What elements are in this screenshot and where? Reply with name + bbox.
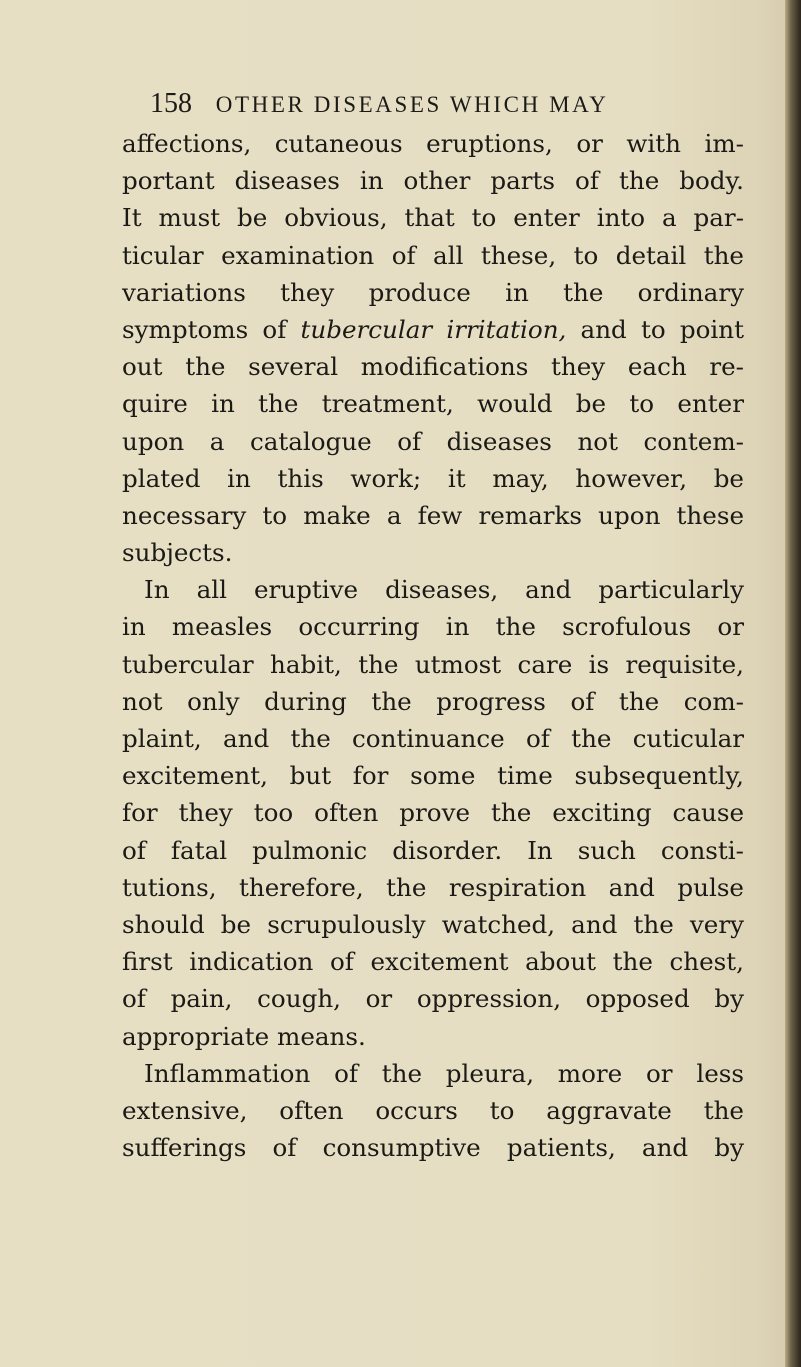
text-segment: and to point	[566, 314, 745, 344]
text-line: variations they produce in the ordinary	[122, 277, 744, 307]
text-line: extensive, often occurs to aggravate the	[122, 1095, 744, 1125]
text-line: of pain, cough, or oppression, opposed by	[122, 984, 744, 1014]
text-line: sufferings of consumptive patients, and by	[122, 1133, 744, 1163]
text-line: Inflammation of the pleura, more or less	[144, 1058, 744, 1088]
text-line: plated in this work; it may, however, be	[122, 463, 744, 493]
text-line: upon a catalogue of diseases not contem-	[122, 426, 744, 456]
text-line	[122, 311, 744, 348]
text-line: subjects.	[122, 538, 233, 568]
page-number: 158	[150, 88, 192, 119]
text-line: affections, cutaneous eruptions, or with im-	[122, 129, 744, 158]
text-line: of fatal pulmonic disorder. In such consti-	[122, 835, 744, 865]
text-line: quire in the treatment, would be to enter	[122, 389, 744, 419]
text-line: ticular examination of all these, to detail the	[122, 240, 744, 270]
text-line: portant diseases in other parts of the body.	[122, 166, 744, 196]
body-text	[122, 125, 744, 1166]
text-line: necessary to make a few remarks upon these	[122, 500, 744, 530]
text-line: tutions, therefore, the respiration and pulse	[122, 872, 744, 902]
text-line: first indication of excitement about the chest,	[122, 947, 744, 977]
text-line: It must be obvious, that to enter into a par-	[122, 203, 744, 233]
text-line: excitement, but for some time subsequently,	[122, 761, 744, 791]
text-line: appropriate means.	[122, 1021, 366, 1051]
running-head	[150, 86, 690, 122]
text-line: not only during the progress of the com-	[122, 686, 744, 716]
text-line: plaint, and the continuance of the cuticular	[122, 724, 744, 753]
page-edge-shadow	[785, 0, 801, 1367]
text-line: should be scrupulously watched, and the very	[122, 909, 744, 939]
text-line: tubercular habit, the utmost care is requisite,	[122, 649, 744, 679]
text-line: out the several modifications they each re-	[122, 352, 744, 382]
text-line: In all eruptive diseases, and particularly	[144, 575, 744, 605]
italic-phrase: tubercular irritation,	[300, 314, 567, 344]
running-title: OTHER DISEASES WHICH MAY	[215, 92, 609, 117]
text-segment: symptoms of	[122, 314, 301, 344]
text-line: for they too often prove the exciting cause	[122, 798, 744, 828]
text-line: in measles occurring in the scrofulous or	[122, 612, 744, 642]
